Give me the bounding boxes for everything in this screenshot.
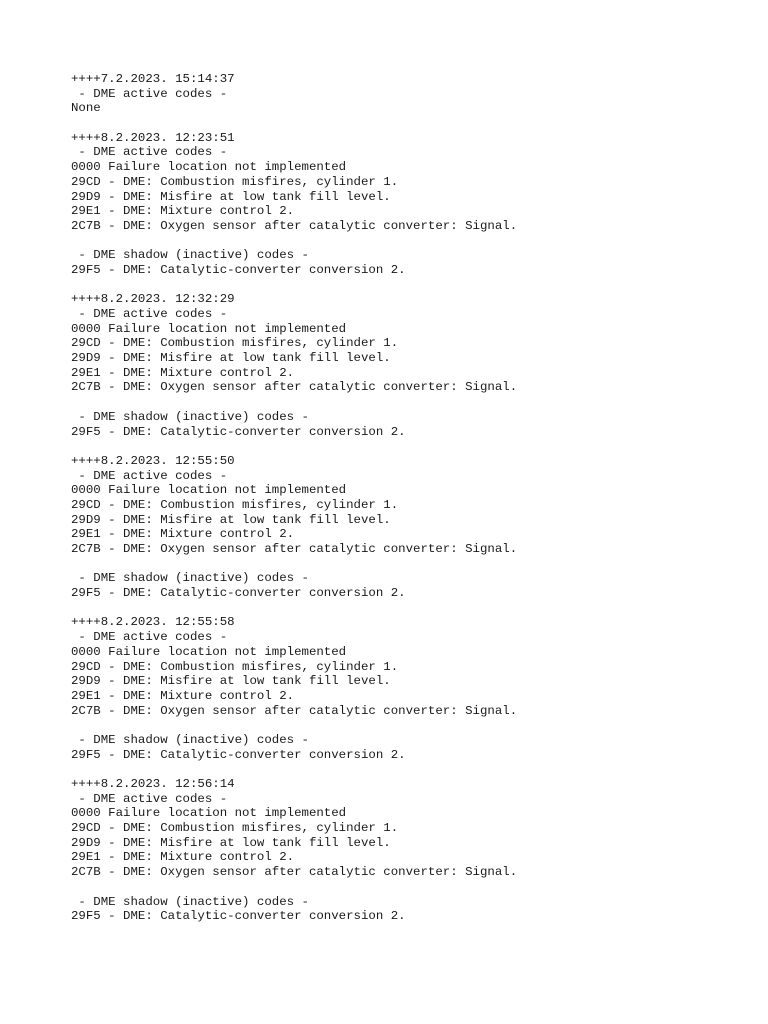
active-code-line: None <box>71 101 101 116</box>
shadow-codes-header: - DME shadow (inactive) codes - <box>71 732 309 747</box>
log-entry <box>71 72 731 116</box>
shadow-code-line: 29F5 - DME: Catalytic-converter conversion 2. <box>71 424 406 439</box>
active-codes-header: - DME active codes - <box>71 791 228 806</box>
section-spacer <box>71 395 731 410</box>
entry-timestamp: ++++8.2.2023. 12:56:14 <box>71 777 235 791</box>
active-code-line: 0000 Failure location not implemented <box>71 644 347 659</box>
active-code-line: 29CD - DME: Combustion misfires, cylinder 1. <box>71 174 399 189</box>
fault-code-log <box>71 72 731 939</box>
active-code-line: 29E1 - DME: Mixture control 2. <box>71 365 295 380</box>
shadow-code-line: 29F5 - DME: Catalytic-converter conversion 2. <box>71 747 406 762</box>
entry-timestamp: ++++7.2.2023. 15:14:37 <box>71 72 235 86</box>
shadow-codes-header: - DME shadow (inactive) codes - <box>71 894 309 909</box>
active-code-line: 2C7B - DME: Oxygen sensor after catalytic converter: Signal. <box>71 218 518 233</box>
active-code-line: 2C7B - DME: Oxygen sensor after catalytic converter: Signal. <box>71 380 518 395</box>
log-entry <box>71 454 731 601</box>
shadow-code-line: 29F5 - DME: Catalytic-converter conversion 2. <box>71 909 406 924</box>
shadow-codes-header: - DME shadow (inactive) codes - <box>71 571 309 586</box>
active-codes-header: - DME active codes - <box>71 630 228 645</box>
shadow-code-line: 29F5 - DME: Catalytic-converter conversion 2. <box>71 586 406 601</box>
entry-timestamp: ++++8.2.2023. 12:55:58 <box>71 615 235 630</box>
active-code-line: 29CD - DME: Combustion misfires, cylinder 1. <box>71 821 399 836</box>
active-code-line: 0000 Failure location not implemented <box>71 160 347 175</box>
shadow-codes-header: - DME shadow (inactive) codes - <box>71 409 309 424</box>
active-code-line: 29D9 - DME: Misfire at low tank fill level. <box>71 351 391 366</box>
active-code-line: 29D9 - DME: Misfire at low tank fill level. <box>71 674 391 689</box>
shadow-code-line: 29F5 - DME: Catalytic-converter conversion 2. <box>71 262 406 277</box>
active-code-line: 29E1 - DME: Mixture control 2. <box>71 527 295 542</box>
active-code-line: 2C7B - DME: Oxygen sensor after catalytic converter: Signal. <box>71 542 518 556</box>
active-codes-header: - DME active codes - <box>71 145 228 160</box>
entry-timestamp: ++++8.2.2023. 12:23:51 <box>71 130 235 145</box>
active-code-line: 2C7B - DME: Oxygen sensor after catalytic converter: Signal. <box>71 703 518 718</box>
log-entry <box>71 777 731 924</box>
active-codes-header: - DME active codes - <box>71 468 228 483</box>
log-entry <box>71 615 731 762</box>
entry-timestamp: ++++8.2.2023. 12:55:50 <box>71 453 235 468</box>
active-code-line: 0000 Failure location not implemented <box>71 483 347 498</box>
active-code-line: 0000 Failure location not implemented <box>71 806 347 821</box>
active-code-line: 29D9 - DME: Misfire at low tank fill level. <box>71 512 391 527</box>
active-code-line: 29D9 - DME: Misfire at low tank fill level. <box>71 835 391 850</box>
active-codes-header: - DME active codes - <box>71 307 228 321</box>
section-spacer <box>71 557 731 572</box>
section-spacer <box>71 718 731 733</box>
active-code-line: 29CD - DME: Combustion misfires, cylinder 1. <box>71 336 399 351</box>
active-code-line: 0000 Failure location not implemented <box>71 321 347 336</box>
active-code-line: 29E1 - DME: Mixture control 2. <box>71 850 295 865</box>
active-code-line: 29CD - DME: Combustion misfires, cylinder 1. <box>71 497 399 512</box>
shadow-codes-header: - DME shadow (inactive) codes - <box>71 248 309 263</box>
active-code-line: 29E1 - DME: Mixture control 2. <box>71 204 295 219</box>
active-code-line: 29E1 - DME: Mixture control 2. <box>71 688 295 703</box>
section-spacer <box>71 880 731 895</box>
log-entry <box>71 292 731 439</box>
entry-timestamp: ++++8.2.2023. 12:32:29 <box>71 292 235 307</box>
active-codes-header: - DME active codes - <box>71 86 228 101</box>
active-code-line: 29CD - DME: Combustion misfires, cylinder 1. <box>71 659 399 674</box>
active-code-line: 29D9 - DME: Misfire at low tank fill level. <box>71 189 391 204</box>
active-code-line: 2C7B - DME: Oxygen sensor after catalytic converter: Signal. <box>71 865 518 880</box>
log-entry <box>71 131 731 278</box>
section-spacer <box>71 234 731 249</box>
